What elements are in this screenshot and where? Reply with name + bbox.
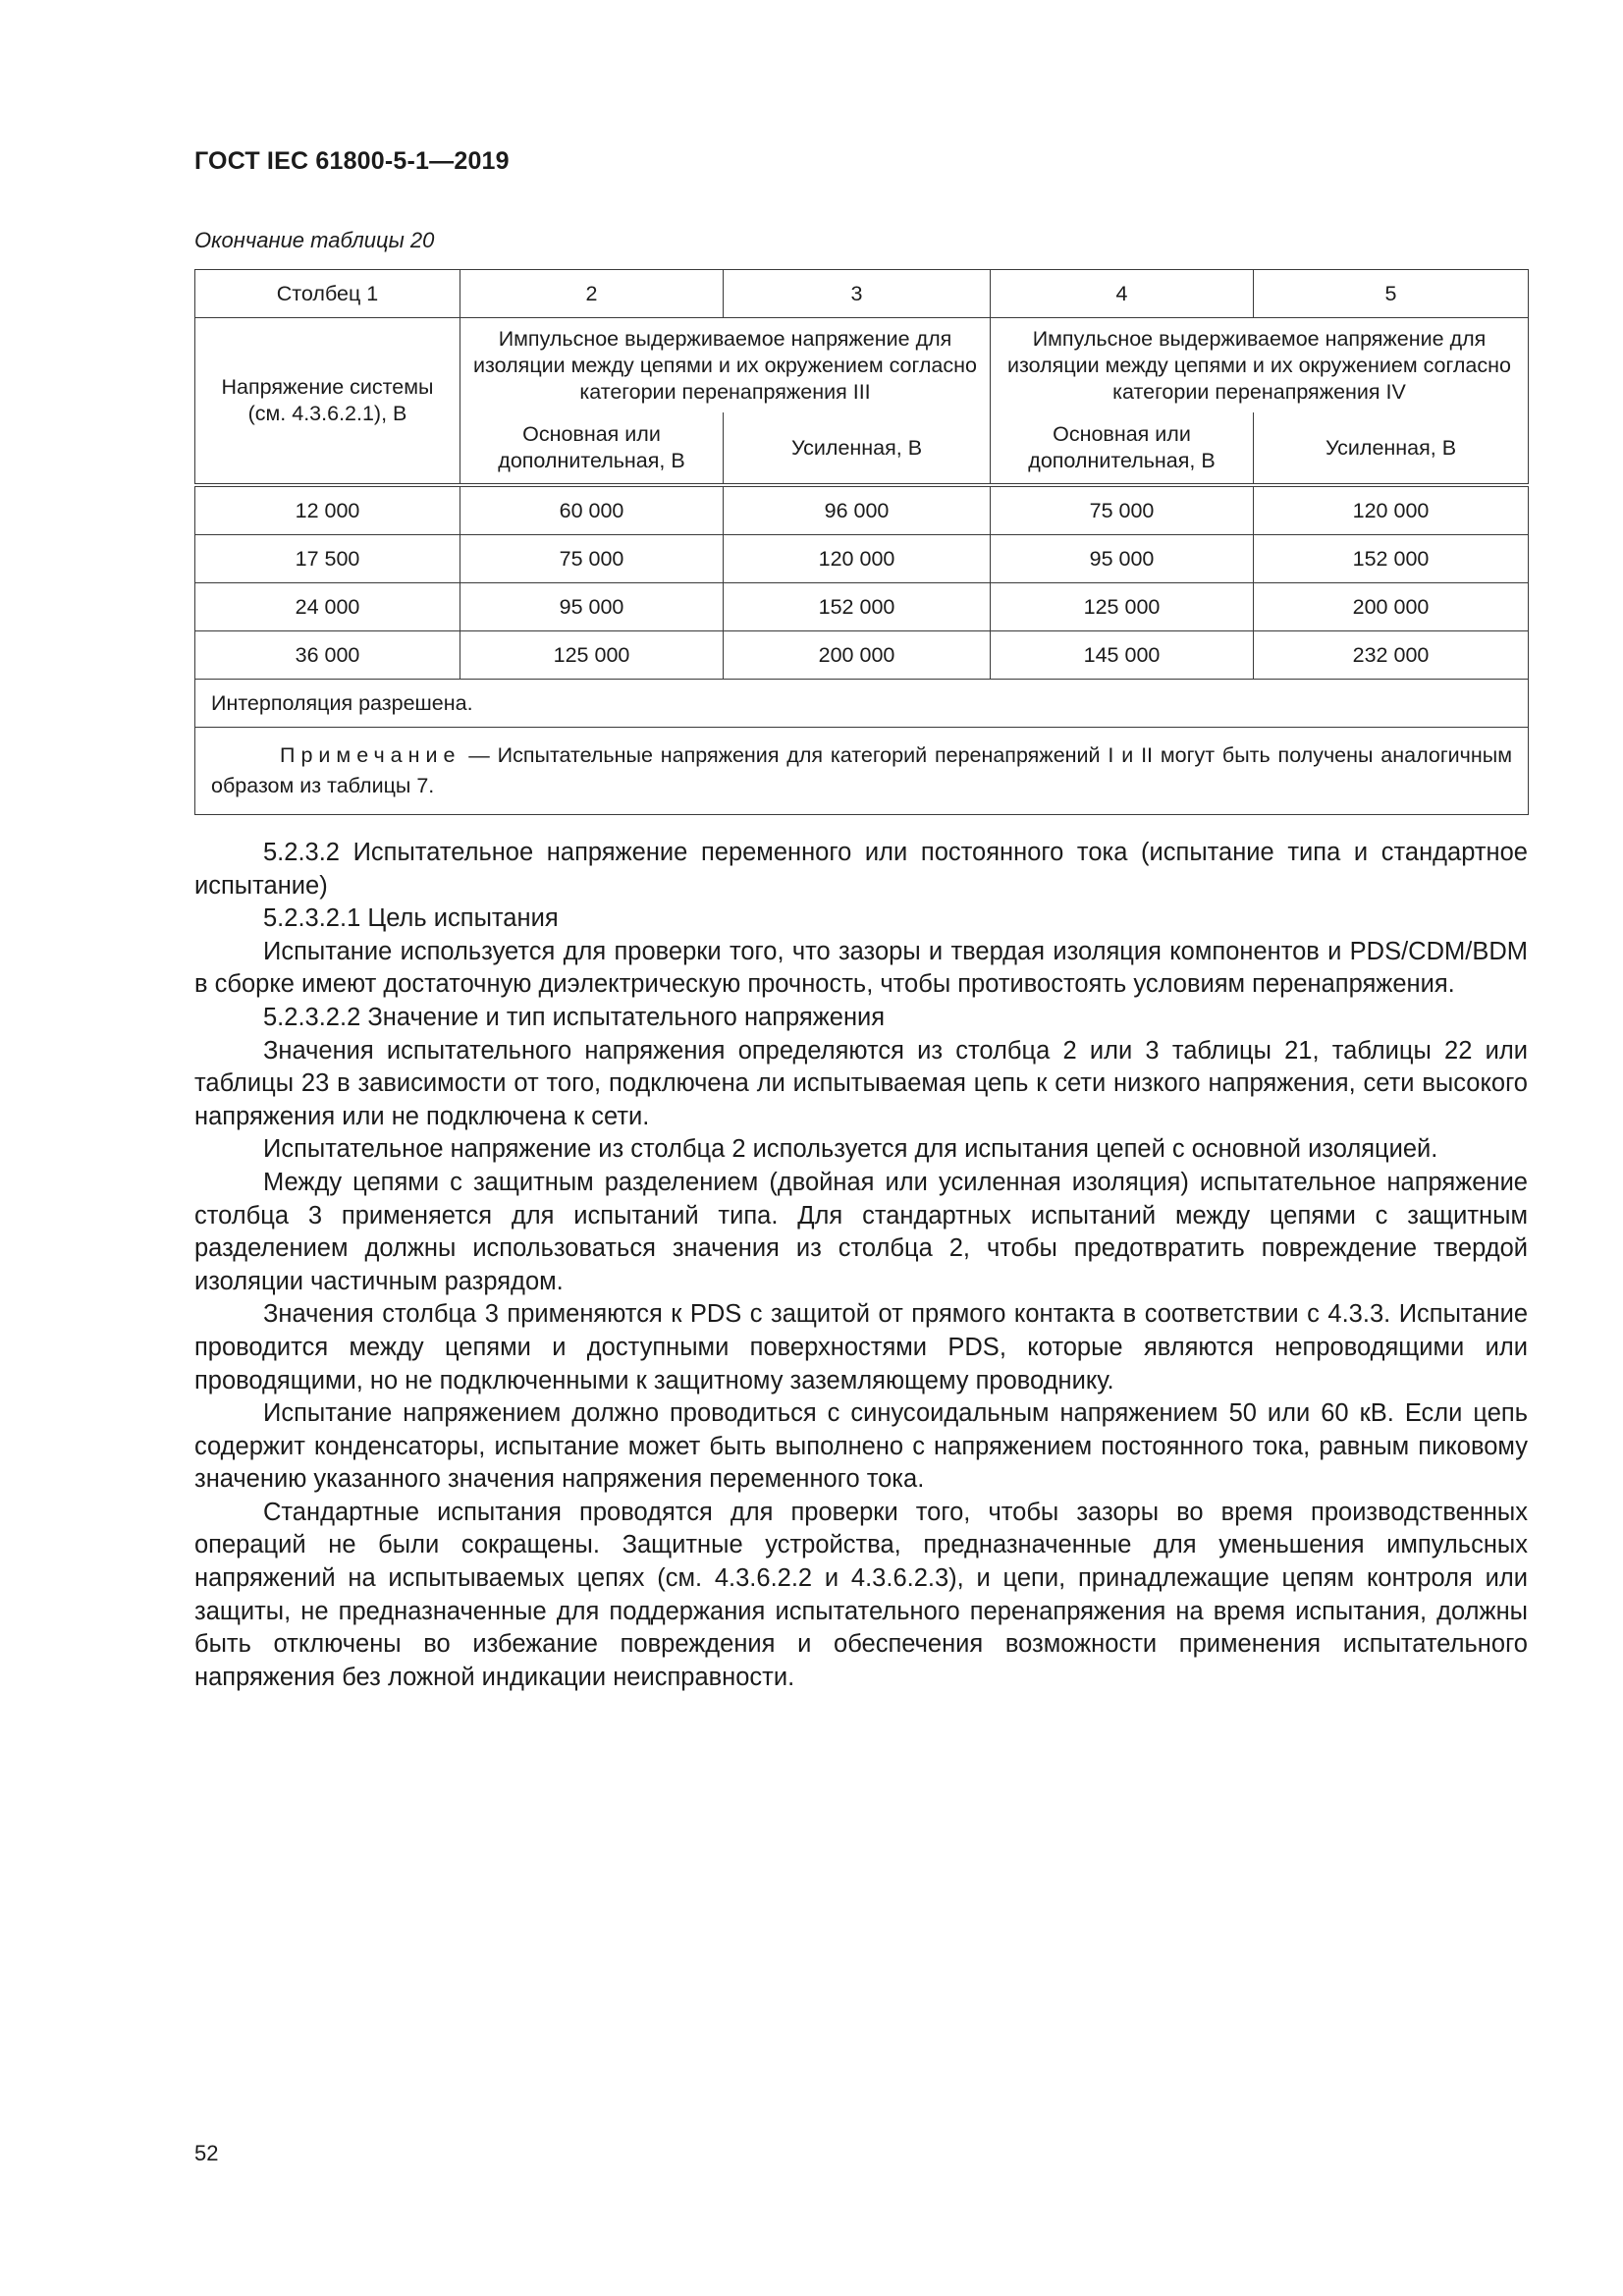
table-cell: 125 000 (991, 583, 1254, 631)
column-number-row (195, 270, 1529, 318)
subsection-heading: 5.2.3.2.1 Цель испытания (263, 904, 559, 933)
paragraph: Испытание напряжением должно проводиться с синусоидальным напряжением 50 или 60 кВ. Если цепь содержит конденсаторы, испытание может быть выполнено с напряжением постоянного тока, равным пиковому значению указанного значения напряжения переменного тока. (194, 1399, 1528, 1494)
paragraph: Испытание используется для проверки того, что зазоры и твердая изоляция компонентов и PDS/CDM/BDM в сборке имеют достаточную диэлектрическую прочность, чтобы противостоять условиям перенапряжения. (194, 937, 1528, 999)
table-cell: 145 000 (991, 631, 1254, 680)
header-group-row (195, 318, 1529, 413)
note-label: Примечание (280, 743, 461, 767)
table-cell: 60 000 (460, 485, 724, 535)
table-cell: 200 000 (1254, 583, 1529, 631)
reinforced-insulation-header: Усиленная, В (724, 412, 991, 485)
column-number: 2 (460, 270, 724, 318)
category-iii-header: Импульсное выдерживаемое напряжение для изоляции между цепями и их окружением согласно категории перенапряжения III (460, 318, 991, 413)
category-iv-header: Импульсное выдерживаемое напряжение для изоляции между цепями и их окружением согласно категории перенапряжения IV (991, 318, 1529, 413)
table-cell: 232 000 (1254, 631, 1529, 680)
table-cell: 152 000 (724, 583, 991, 631)
interpolation-row (195, 680, 1529, 728)
table-cell: 75 000 (991, 485, 1254, 535)
column-number: 3 (724, 270, 991, 318)
table-row (195, 485, 1529, 535)
table-caption: Окончание таблицы 20 (194, 228, 435, 252)
table-cell: 96 000 (724, 485, 991, 535)
document-header: ГОСТ IEC 61800-5-1—2019 (194, 147, 510, 175)
page-number: 52 (194, 2141, 219, 2165)
table-cell: 12 000 (195, 485, 460, 535)
section-heading: 5.2.3.2 Испытательное напряжение переменного или постоянного тока (испытание типа и стандартное испытание) (194, 839, 1528, 900)
table-note-row (195, 728, 1529, 815)
interpolation-note: Интерполяция разрешена. (195, 680, 1529, 728)
table-cell: 152 000 (1254, 535, 1529, 583)
table-cell: 200 000 (724, 631, 991, 680)
system-voltage-header: Напряжение системы (см. 4.3.6.2.1), В (195, 318, 460, 486)
table-cell: 95 000 (991, 535, 1254, 583)
table-cell: 36 000 (195, 631, 460, 680)
reinforced-insulation-header: Усиленная, В (1254, 412, 1529, 485)
table-cell: 17 500 (195, 535, 460, 583)
table-cell: 125 000 (460, 631, 724, 680)
column-number: 4 (991, 270, 1254, 318)
table-row (195, 583, 1529, 631)
table-cell: 120 000 (724, 535, 991, 583)
body-text (194, 837, 1528, 1694)
paragraph: Значения столбца 3 применяются к PDS с защитой от прямого контакта в соответствии с 4.3.3. Испытание проводится между цепями и доступными поверхностями PDS, которые являются непроводящими или проводящими, но не подключенными к защитному заземляющему проводнику. (194, 1300, 1528, 1394)
column-number: 5 (1254, 270, 1529, 318)
paragraph: Между цепями с защитным разделением (двойная или усиленная изоляция) испытательное напряжение столбца 3 применяется для испытаний типа. Для стандартных испытаний между цепями с защитным разделением должны использоваться значения из столбца 2, чтобы предотвратить повреждение твердой изоляции частичным разрядом. (194, 1168, 1528, 1295)
table-cell: 120 000 (1254, 485, 1529, 535)
paragraph: Значения испытательного напряжения определяются из столбца 2 или 3 таблицы 21, таблицы 22 или таблицы 23 в зависимости от того, подключена ли испытываемая цепь к сети низкого напряжения, сети высокого напряжения или не подключена к сети. (194, 1036, 1528, 1130)
note-text: — Испытательные напряжения для категорий перенапряжений I и II могут быть получены аналогичным образом из таблицы 7. (211, 743, 1512, 797)
subsection-heading: 5.2.3.2.2 Значение и тип испытательного напряжения (263, 1003, 886, 1031)
column-number: Столбец 1 (195, 270, 460, 318)
table-cell: 75 000 (460, 535, 724, 583)
basic-insulation-header: Основная или дополнительная, В (991, 412, 1254, 485)
table-note (195, 728, 1529, 815)
table-row (195, 535, 1529, 583)
table-cell: 24 000 (195, 583, 460, 631)
paragraph: Стандартные испытания проводятся для проверки того, чтобы зазоры во время производственных операций не были сокращены. Защитные устройства, предназначенные для уменьшения импульсных напряжений на испытываемых цепях (см. 4.3.6.2.2 и 4.3.6.2.3), и цепи, принадлежащие цепям контроля или защиты, не предназначенные для поддержания испытательного перенапряжения на время испытания, должны быть отключены во избежание повреждения и обеспечения возможности применения испытательного напряжения без ложной индикации неисправности. (194, 1498, 1528, 1691)
table-cell: 95 000 (460, 583, 724, 631)
paragraph: Испытательное напряжение из столбца 2 используется для испытания цепей с основной изоляцией. (263, 1135, 1438, 1164)
voltage-table (194, 269, 1529, 815)
table-row (195, 631, 1529, 680)
basic-insulation-header: Основная или дополнительная, В (460, 412, 724, 485)
